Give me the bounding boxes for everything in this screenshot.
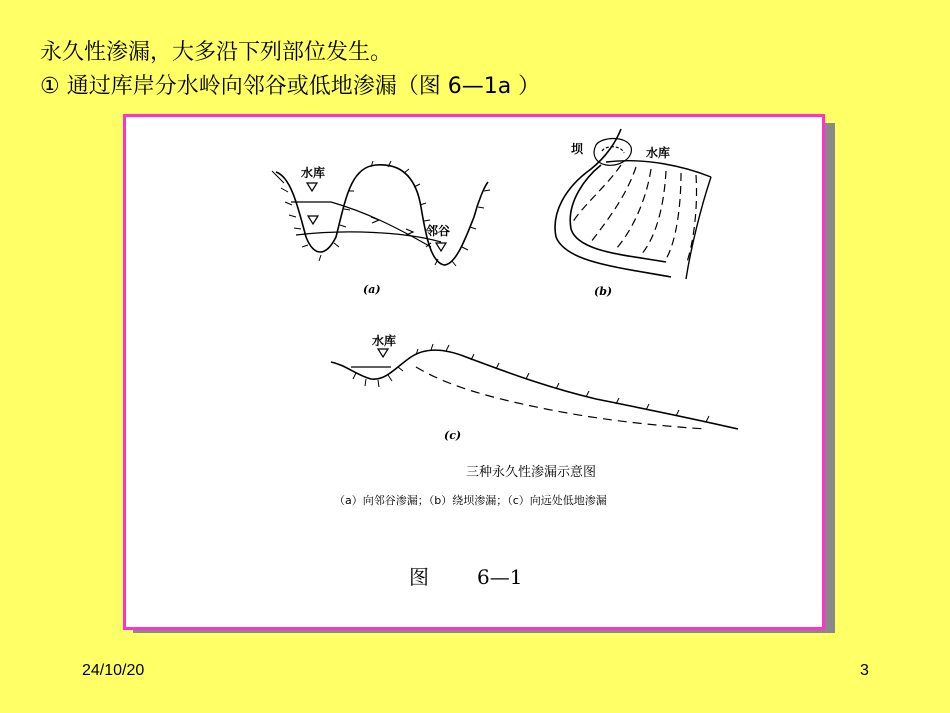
diagram-a-water-markers [307, 183, 446, 251]
label-a-reservoir: 水库 [301, 166, 326, 180]
sublabel-c: (c) [444, 429, 462, 442]
sublabel-b: (b) [594, 285, 613, 298]
figure-number-prefix: 图 [409, 565, 429, 589]
figure-number [409, 561, 522, 590]
label-b-dam: 坝 [571, 142, 584, 156]
label-c-reservoir: 水库 [372, 334, 397, 348]
diagram-c [331, 350, 738, 429]
figure-caption-legend: （a）向邻谷渗漏；（b）绕坝渗漏；（c）向远处低地渗漏 [334, 494, 607, 507]
diagram-b-flowlines [571, 165, 697, 265]
footer-date: 24/10/20 [82, 662, 145, 679]
footer-page-number: 3 [860, 662, 869, 679]
diagram-c-hatch [353, 344, 709, 422]
figure-caption-title: 三种永久性渗漏示意图 [466, 465, 597, 480]
slide-text-line1: 永久性渗漏，大多沿下列部位发生。 [40, 40, 393, 65]
figure-number-value: 6—1 [477, 565, 523, 589]
slide-text-line2: ① 通过库岸分水岭向邻谷或低地渗漏（图 6—1a ） [40, 74, 541, 99]
seepage-diagram [126, 117, 822, 627]
label-a-valley: 邻谷 [426, 224, 451, 238]
sublabel-a: (a) [363, 283, 381, 296]
diagram-c-water-marker [378, 349, 388, 357]
label-b-reservoir: 水库 [646, 146, 671, 160]
diagram-c-flowlines [416, 367, 706, 429]
figure-frame [123, 114, 825, 630]
